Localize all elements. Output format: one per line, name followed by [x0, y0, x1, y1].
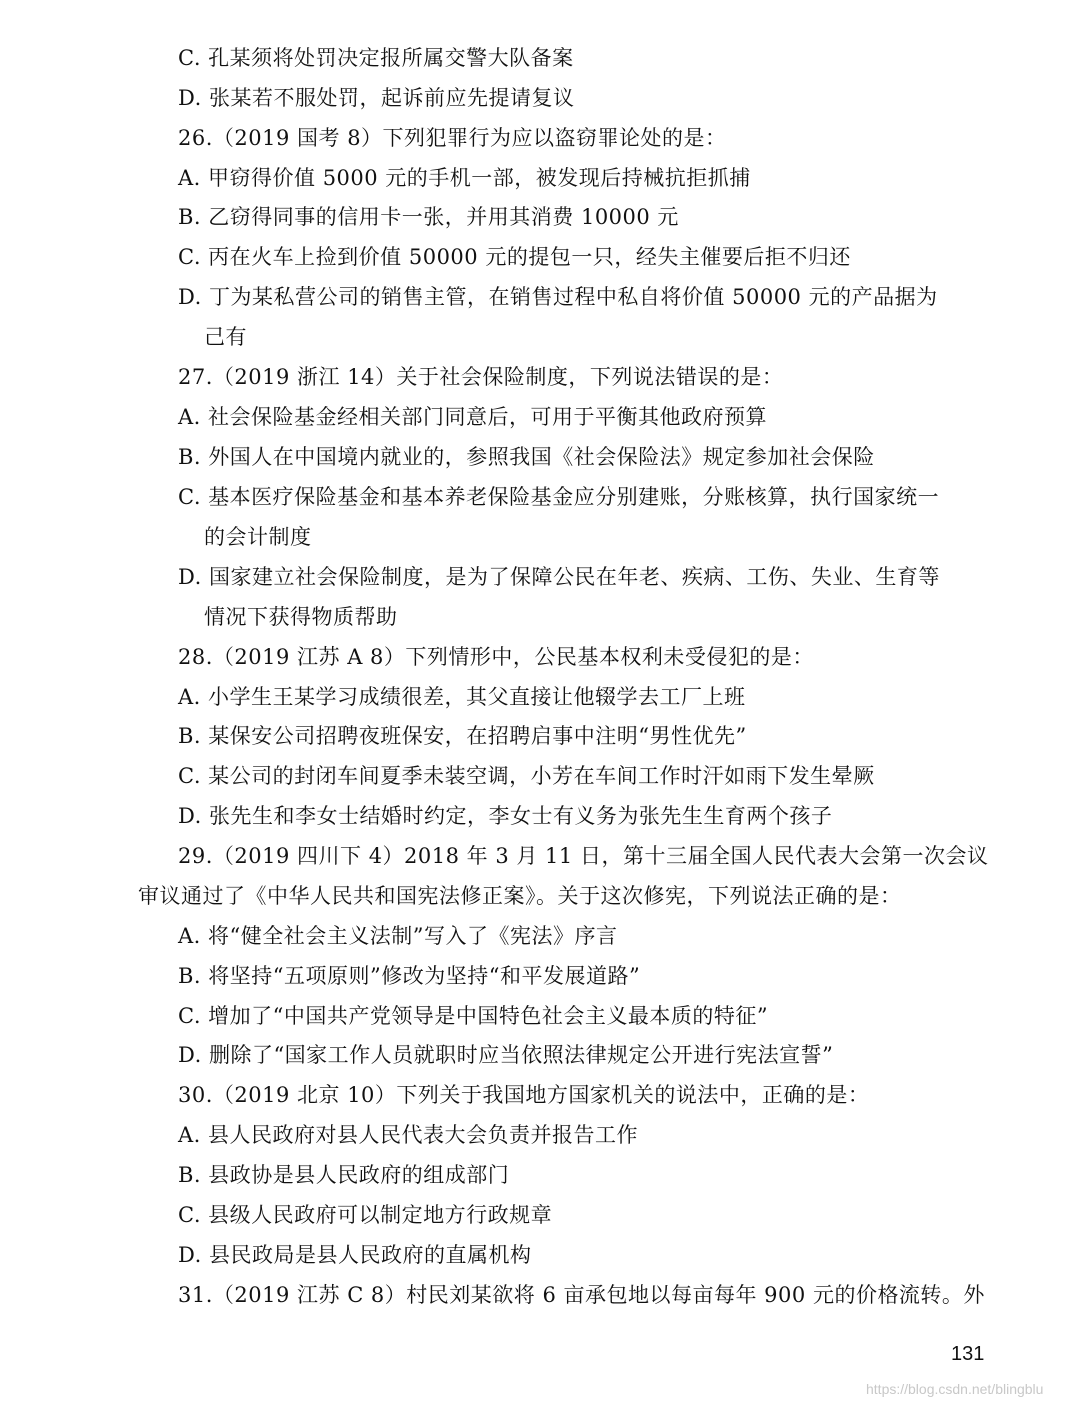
option-a-q27: A. 社会保险基金经相关部门同意后，可用于平衡其他政府预算 — [178, 405, 768, 429]
option-c-q29: C. 增加了“中国共产党领导是中国特色社会主义最本质的特征” — [178, 1004, 769, 1028]
option-d-q27: D. 国家建立社会保险制度，是为了保障公民在年老、疾病、工伤、失业、生育等 — [178, 565, 940, 589]
option-c-q28: C. 某公司的封闭车间夏季未装空调，小芳在车间工作时汗如雨下发生晕厥 — [178, 764, 875, 788]
question-28: 28.（2019 江苏 A 8）下列情形中，公民基本权利未受侵犯的是： — [178, 645, 814, 669]
option-d-q26-continued: 己有 — [204, 325, 247, 349]
question-29: 29.（2019 四川下 4）2018 年 3 月 11 日，第十三届全国人民代表大会第一次会议 — [178, 844, 989, 868]
page-number: 131 — [951, 1343, 985, 1365]
option-c-q27-continued: 的会计制度 — [204, 525, 312, 549]
question-30: 30.（2019 北京 10）下列关于我国地方国家机关的说法中，正确的是： — [178, 1083, 870, 1107]
question-31: 31.（2019 江苏 C 8）村民刘某欲将 6 亩承包地以每亩每年 900 元的价格流转。外 — [178, 1283, 985, 1307]
option-c-q30: C. 县级人民政府可以制定地方行政规章 — [178, 1203, 553, 1227]
option-c-q27: C. 基本医疗保险基金和基本养老保险基金应分别建账，分账核算，执行国家统一 — [178, 485, 940, 509]
option-b-q29: B. 将坚持“五项原则”修改为坚持“和平发展道路” — [178, 964, 641, 988]
option-a-q26: A. 甲窃得价值 5000 元的手机一部，被发现后持械抗拒抓捕 — [178, 166, 751, 190]
option-b-q30: B. 县政协是县人民政府的组成部门 — [178, 1163, 510, 1187]
option-b-q26: B. 乙窃得同事的信用卡一张，并用其消费 10000 元 — [178, 205, 679, 229]
option-b-q28: B. 某保安公司招聘夜班保安，在招聘启事中注明“男性优先” — [178, 724, 747, 748]
option-d-q26: D. 丁为某私营公司的销售主管，在销售过程中私自将价值 50000 元的产品据为 — [178, 285, 938, 309]
question-29-continued: 审议通过了《中华人民共和国宪法修正案》。关于这次修宪，下列说法正确的是： — [138, 884, 902, 908]
option-c-q25: C. 孔某须将处罚决定报所属交警大队备案 — [178, 46, 574, 70]
option-a-q28: A. 小学生王某学习成绩很差，其父直接让他辍学去工厂上班 — [178, 685, 746, 709]
option-a-q30: A. 县人民政府对县人民代表大会负责并报告工作 — [178, 1123, 639, 1147]
option-d-q30: D. 县民政局是县人民政府的直属机构 — [178, 1243, 532, 1267]
option-c-q26: C. 丙在火车上捡到价值 50000 元的提包一只，经失主催要后拒不归还 — [178, 245, 851, 269]
option-d-q28: D. 张先生和李女士结婚时约定，李女士有义务为张先生生育两个孩子 — [178, 804, 833, 828]
question-26: 26.（2019 国考 8）下列犯罪行为应以盗窃罪论处的是： — [178, 126, 727, 150]
option-a-q29: A. 将“健全社会主义法制”写入了《宪法》序言 — [178, 924, 618, 948]
option-b-q27: B. 外国人在中国境内就业的，参照我国《社会保险法》规定参加社会保险 — [178, 445, 875, 469]
option-d-q29: D. 删除了“国家工作人员就职时应当依照法律规定公开进行宪法宣誓” — [178, 1043, 834, 1067]
option-d-q25: D. 张某若不服处罚，起诉前应先提请复议 — [178, 86, 575, 110]
watermark: https://blog.csdn.net/blingblu — [866, 1381, 1044, 1397]
question-27: 27.（2019 浙江 14）关于社会保险制度，下列说法错误的是： — [178, 365, 784, 389]
option-d-q27-continued: 情况下获得物质帮助 — [204, 605, 398, 629]
